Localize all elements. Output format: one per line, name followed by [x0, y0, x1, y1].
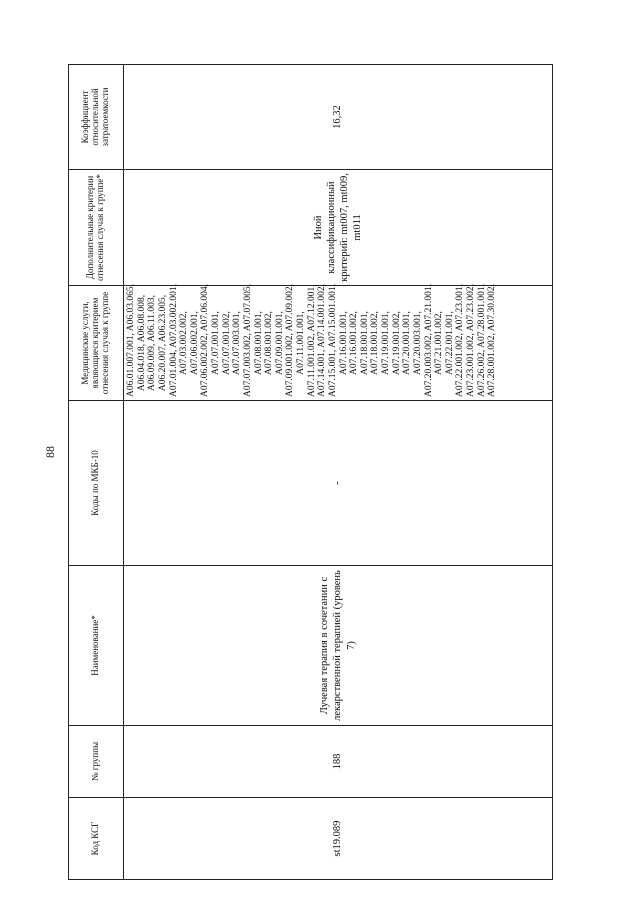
- service-code-line: A07.08.001.001,: [253, 311, 264, 375]
- cell-name: Лучевая терапия в сочетании с лекарственной терапией (уровень 7): [124, 566, 553, 726]
- service-code-line: A07.19.001.002,: [391, 311, 402, 375]
- service-code-line: A07.19.001.001,: [381, 311, 391, 375]
- service-code-line: A07.23.001.002, A07.23.002,: [466, 284, 476, 397]
- header-services: Медицинские услуги, являющиеся критерием отнесения случая к группе: [69, 286, 124, 401]
- header-coefficient: Коэффициент относительной затратоемкости: [69, 65, 124, 170]
- header-code: Код КСГ: [69, 798, 124, 880]
- ksg-table-container: [68, 65, 553, 880]
- service-code-line: A07.09.001.001,: [274, 311, 285, 375]
- service-code-line: A07.26.002, A07.28.001.001,: [476, 284, 487, 397]
- service-code-line: A07.18.001.001,: [359, 311, 370, 375]
- cell-code: st19.089: [124, 798, 553, 880]
- services-list: [126, 284, 498, 397]
- service-code-line: A07.03.002.002,: [179, 311, 190, 375]
- table-header-row: [69, 65, 124, 880]
- service-code-line: A07.15.001, A07.15.001.001,: [327, 284, 338, 397]
- service-code-line: A07.20.003.002, A07.21.001,: [423, 284, 434, 397]
- service-code-line: A07.01.004, A07.03.002.001,: [168, 284, 179, 397]
- service-code-line: A07.20.001.001,: [402, 311, 413, 375]
- header-name: Наименование*: [69, 566, 124, 726]
- service-code-line: A07.11.001.001,: [296, 311, 306, 375]
- service-code-line: A06.04.018, A06.08.008,: [136, 294, 147, 392]
- table-row: [124, 65, 553, 880]
- service-code-line: A07.28.001.002, A07.30.002,: [487, 284, 498, 397]
- service-code-line: A07.07.003.001,: [232, 311, 243, 375]
- service-code-line: A07.08.001.002,: [264, 311, 275, 375]
- service-code-line: A07.06.002.001,: [189, 311, 200, 375]
- cell-coefficient: 16,32: [124, 65, 553, 170]
- service-code-line: A07.09.001.002, A07.09.002,: [285, 284, 296, 397]
- service-code-line: A07.18.001.002,: [370, 311, 381, 375]
- service-code-line: A06.09.009, A06.11.003,: [147, 295, 158, 391]
- service-code-line: A06.01.007.001, A06.03.065,: [126, 284, 136, 397]
- service-code-line: A07.16.001.001,: [338, 311, 349, 375]
- cell-mkb-codes: -: [124, 401, 553, 566]
- service-code-line: A07.20.003.001,: [412, 311, 423, 375]
- cell-group-no: 188: [124, 726, 553, 798]
- header-extra-criteria: Дополнительные критерии отнесения случая к группе*: [69, 170, 124, 286]
- header-mkb-codes: Коды по МКБ-10: [69, 401, 124, 566]
- service-code-line: A07.06.002.002, A07.06.004,: [200, 284, 211, 397]
- ksg-table: [68, 64, 553, 880]
- service-code-line: A07.16.001.002,: [349, 311, 360, 375]
- page-number: 88: [43, 446, 57, 458]
- service-code-line: A06.20.007, A06.23.005,: [157, 294, 168, 392]
- cell-extra-criteria: Иной классификационный критерий: mt007, mt009, mt011: [124, 170, 553, 286]
- service-code-line: A07.22.001.001,: [444, 311, 455, 375]
- service-code-line: A07.07.001.001,: [211, 311, 221, 375]
- header-group-no: № группы: [69, 726, 124, 798]
- cell-services: [124, 286, 553, 401]
- service-code-line: A07.07.003.002, A07.07.005,: [242, 284, 253, 397]
- service-code-line: A07.22.001.002, A07.23.001,: [455, 284, 466, 397]
- service-code-line: A07.11.001.002, A07.12.001,: [306, 284, 317, 397]
- service-code-line: A07.14.001, A07.14.001.002,: [317, 284, 328, 397]
- service-code-line: A07.21.001.002,: [434, 311, 445, 375]
- service-code-line: A07.07.001.002,: [221, 311, 232, 375]
